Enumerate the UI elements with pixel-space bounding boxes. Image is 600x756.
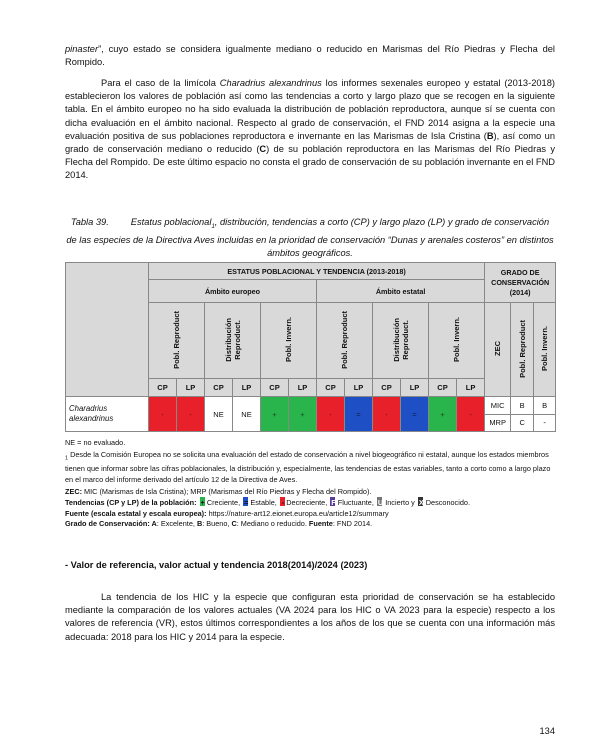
grado-invern-cell: -: [534, 414, 556, 432]
value-cell: -: [457, 397, 485, 432]
species-italic: pinaster: [65, 44, 99, 54]
cp-header: CP: [261, 379, 289, 397]
note-label: Fuente: [308, 519, 333, 529]
note-label: Tendencias (CP y LP) de la población:: [65, 498, 197, 508]
note-text: Desconocido.: [423, 498, 470, 508]
page-number: 134: [539, 726, 555, 736]
ambito-estatal-header: Ámbito estatal: [317, 280, 485, 303]
cp-header: CP: [429, 379, 457, 397]
species-italic: Charadrius alexandrinus: [219, 78, 322, 88]
note-label: Grado de Conservación:: [65, 519, 150, 529]
note-text: Incierto y: [383, 498, 417, 508]
lp-header: LP: [177, 379, 205, 397]
note-label: ZEC:: [65, 487, 83, 497]
lp-header: LP: [233, 379, 261, 397]
table-caption: [65, 216, 555, 260]
col-label: Pobl. Reproduct: [517, 319, 527, 378]
status-header: ESTATUS POBLACIONAL Y TENDENCIA (2013-2018): [149, 263, 485, 280]
value-cell: -: [373, 397, 401, 432]
grade-b: B: [486, 130, 494, 141]
text-span: ) de su población reproductora en las Marismas del Río Piedras y Flecha del Rompido. De este último espacio no consta el grado de conservación de su población invernante en el FND 2014.: [65, 144, 555, 181]
caption-number: Tabla 39.: [70, 217, 109, 227]
col-pobl-invern-es: [429, 303, 485, 379]
cp-header: CP: [317, 379, 345, 397]
value-cell: =: [401, 397, 429, 432]
note-text: Estable,: [248, 498, 279, 508]
col-pobl-reprod-es: [317, 303, 373, 379]
value-cell: +: [289, 397, 317, 432]
text-span: los informes sexenales europeo y estatal (2013-2018) establecieron los valores de población así como las tendencias a corto y largo plazo que se recogen en la siguiente tabla. En el ámbito europeo no ha sido evaluada la distribución de población reproductora, aunque sí se cuenta con dicha evaluación en el ámbito nacional. Respecto al grado de conservación, el FND 2014 asigna a la especie una evaluación positiva de sus poblaciones reproductora e invernante en las Marismas de Isla Cristina (: [65, 78, 555, 141]
symbol: F: [331, 498, 336, 508]
col-label: Pobl. Invern.: [284, 316, 293, 362]
ambito-europeo-header: Ámbito europeo: [149, 280, 317, 303]
col-grado-reprod: [511, 303, 534, 397]
col-label: ZEC: [493, 341, 503, 356]
note-fuente: [65, 509, 555, 519]
section-heading: - Valor de referencia, valor actual y tendencia 2018(2014)/2024 (2023): [65, 560, 368, 570]
col-pobl-invern-eu: [261, 303, 317, 379]
value-cell: -: [149, 397, 177, 432]
note-text: : Bueno,: [202, 519, 232, 529]
col-zec: [485, 303, 511, 397]
col-label: Pobl. Invern.: [540, 325, 550, 371]
col-label: Pobl. Reproduct: [340, 310, 349, 369]
text-span: ), así como un grado de conservación mediano o reducido (: [65, 130, 556, 155]
caption-text: , distribución, tendencias a corto (CP) y largo plazo (LP) y grado de conservación de las especies de la Directiva Aves incluidas en la prioridad de conservación “Dunas y arenales costeros” en distintos ámbitos geográficos.: [66, 217, 554, 258]
symbol: =: [244, 498, 249, 508]
value-cell: +: [261, 397, 289, 432]
zec-cell: MRP: [485, 414, 511, 432]
value-cell: NE: [233, 397, 261, 432]
note-text: : FND 2014.: [332, 519, 373, 529]
symbol: X: [418, 498, 424, 508]
value-cell: +: [429, 397, 457, 432]
note-text: Decreciente,: [284, 498, 330, 508]
lp-header: LP: [457, 379, 485, 397]
grade-c: C: [259, 144, 267, 155]
grado-reprod-cell: B: [511, 397, 534, 415]
col-label-line: Reproduct.: [232, 319, 242, 360]
symbol: U: [377, 498, 384, 508]
col-label: Pobl. Invern.: [452, 316, 462, 362]
caption-text: Estatus poblacional: [130, 217, 212, 227]
value-cell: -: [317, 397, 345, 432]
paragraph-charadrius: [65, 77, 555, 183]
value-cell: -: [177, 397, 205, 432]
col-label: [392, 318, 410, 362]
note-text: : Excelente,: [156, 519, 197, 529]
cp-header: CP: [205, 379, 233, 397]
grado-invern-cell: B: [534, 397, 556, 415]
note-footnote: [65, 450, 555, 485]
lp-header: LP: [345, 379, 373, 397]
cp-header: CP: [149, 379, 177, 397]
note-ne: NE = no evaluado.: [65, 438, 126, 447]
table-notes: [65, 438, 555, 530]
note-text: Desde la Comisión Europea no se solicita una evaluación del estado de conservación a nivel biogeográfico ni estatal, aunque los estados miembros tienen que informar sobre las cifras poblacionales, la distribución y, especialmente, las tendencias de estas variables, tanto a corto como a largo plazo en el marco del informe derivado del artículo 12 de la Directiva de Aves.: [65, 450, 551, 484]
note-label: Fuente (escala estatal y escala europea):: [65, 508, 207, 518]
footnote-mark: 1: [65, 455, 69, 462]
col-distrib-es: [373, 303, 429, 379]
paragraph-intro: [65, 43, 555, 69]
species-header-cell: [66, 263, 149, 397]
grade-letter: A: [149, 519, 157, 529]
grado-reprod-cell: C: [511, 414, 534, 432]
grado-header: GRADO DE CONSERVACIÓN (2014): [485, 263, 556, 303]
col-grado-invern: [534, 303, 556, 397]
cp-header: CP: [373, 379, 401, 397]
col-distrib-eu: [205, 303, 261, 379]
value-cell: NE: [205, 397, 233, 432]
paragraph-tendencia: La tendencia de los HIC y la especie que configuran esta prioridad de conservación se ha establecido mediante la comparación de los valores actuales (VA 2024 para los HIC o VA 2023 para la especie) respecto a los valores de referencia (VR), estos últimos correspondientes a los años de los que se cuenta con una información más adecuada: 2018 para los HIC y 2014 para la especie.: [65, 592, 555, 642]
col-label-line: Distribución: [223, 317, 233, 362]
col-label-line: Distribución: [391, 317, 401, 362]
text-span: Para el caso de la limícola: [101, 78, 220, 88]
grade-letter: C: [231, 519, 237, 529]
note-zec: [65, 487, 555, 497]
symbol: -: [281, 498, 285, 508]
note-grado: [65, 519, 555, 529]
note-text: Creciente,: [204, 498, 243, 508]
col-pobl-reprod-eu: [149, 303, 205, 379]
grade-letter: B: [196, 519, 203, 529]
caption-subscript: 1: [211, 223, 215, 230]
species-name-cell: Charadrius alexandrinus: [66, 397, 149, 432]
col-label-line: Reproduct.: [400, 319, 410, 360]
col-label: [224, 318, 242, 362]
zec-cell: MIC: [485, 397, 511, 415]
value-cell: =: [345, 397, 373, 432]
lp-header: LP: [289, 379, 317, 397]
note-text: : Mediano o reducido.: [236, 519, 309, 529]
lp-header: LP: [401, 379, 429, 397]
note-text: MIC (Marismas de Isla Cristina); MRP (Marismas del Río Piedras y Flecha del Rompido).: [82, 487, 372, 497]
source-link[interactable]: https://nature-art12.eionet.europa.eu/article12/summary: [206, 508, 389, 518]
paragraph-text: ”, cuyo estado se considera igualmente mediano o reducido en Marismas del Río Piedras y Flecha del Rompido.: [65, 44, 555, 68]
status-table: [65, 262, 556, 432]
note-text: Fluctuante,: [335, 498, 376, 508]
note-tendencias: [65, 497, 555, 508]
col-label: Pobl. Reproduct: [172, 310, 181, 369]
symbol: +: [200, 498, 205, 508]
